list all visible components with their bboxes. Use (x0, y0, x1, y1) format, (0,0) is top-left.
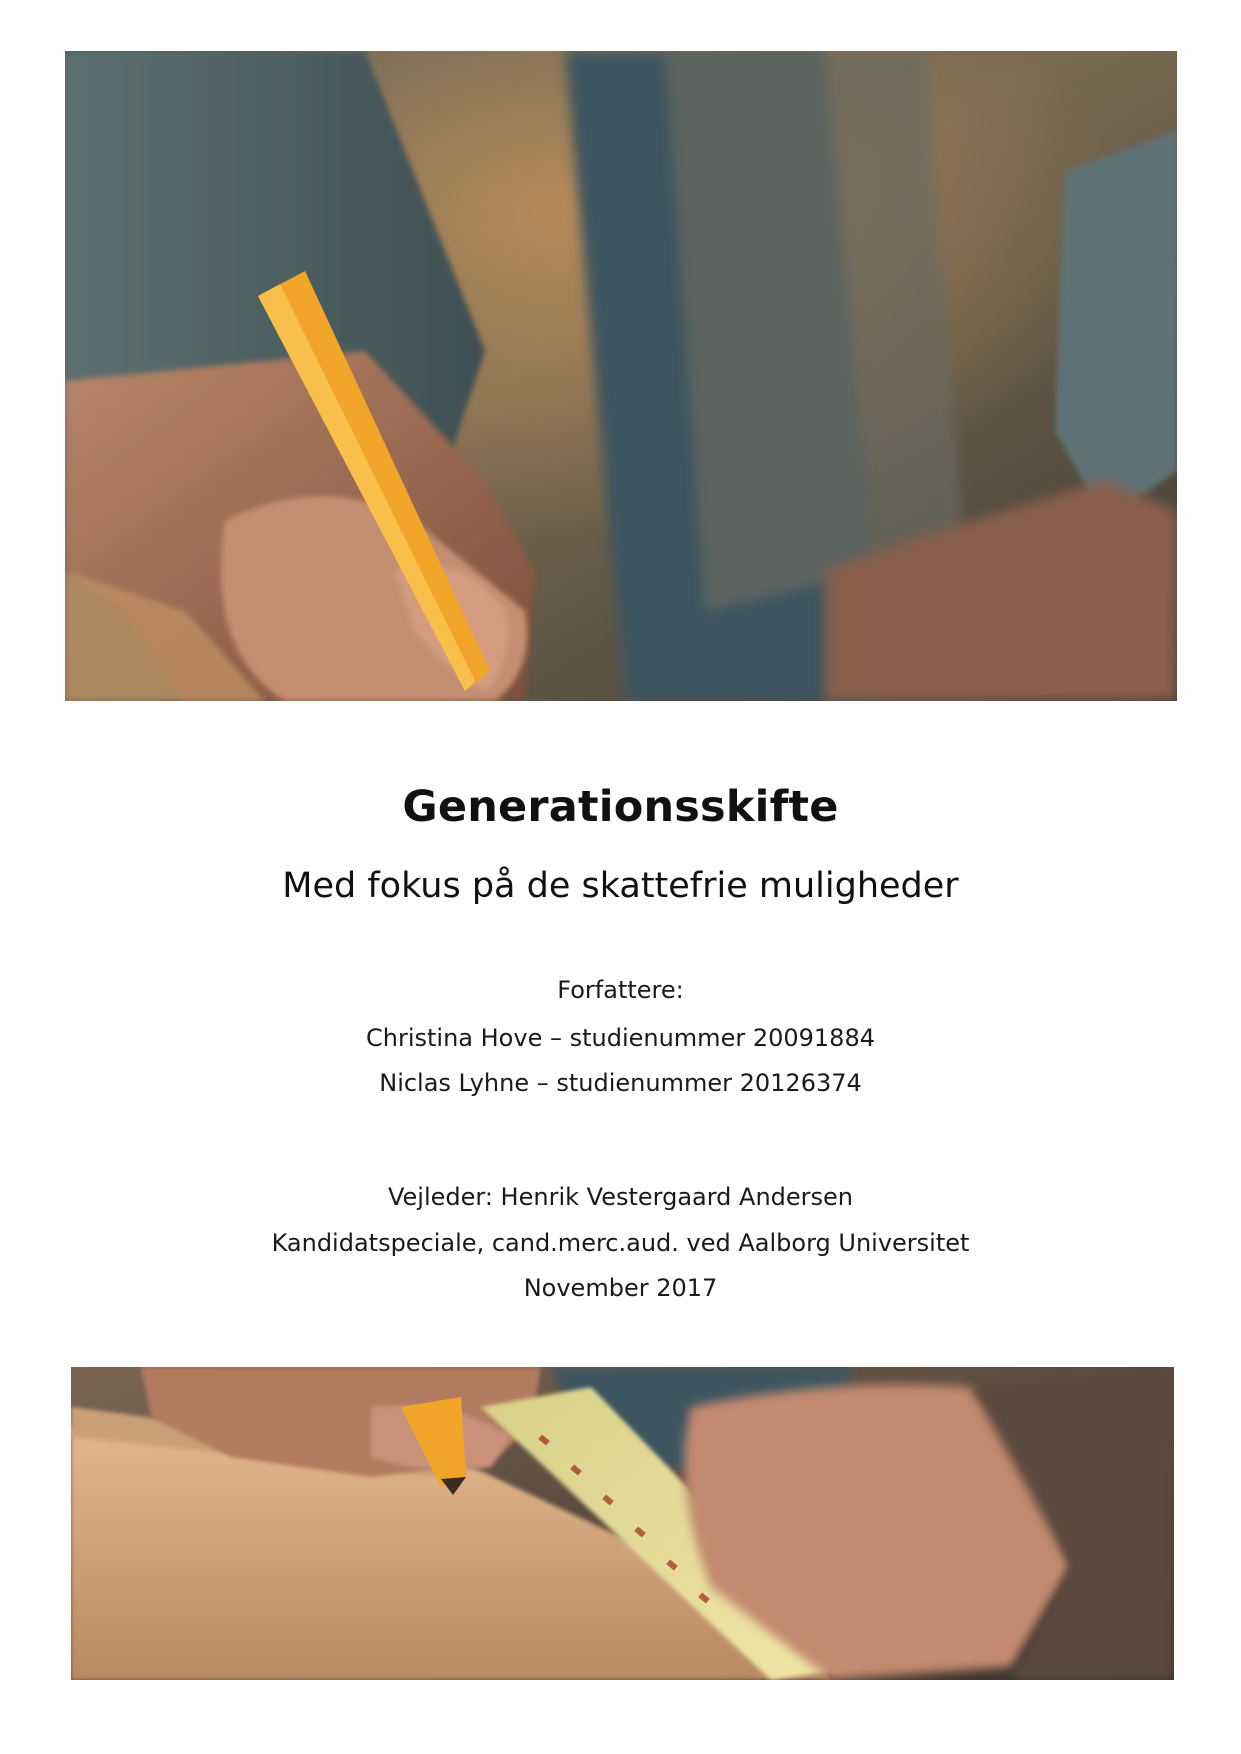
date-line: November 2017 (523, 1274, 718, 1302)
program-line: Kandidatspeciale, cand.merc.aud. ved Aalborg Universitet (271, 1229, 970, 1257)
author-line: Niclas Lyhne – studienummer 20126374 (379, 1069, 862, 1097)
cover-photo-bottom (71, 1367, 1174, 1680)
supervisor-line: Vejleder: Henrik Vestergaard Andersen (387, 1183, 854, 1211)
carpenter-pencil-photo (65, 51, 1177, 701)
author-line: Christina Hove – studienummer 20091884 (366, 1024, 875, 1052)
measuring-tape-photo (71, 1367, 1174, 1680)
document-subtitle: Med fokus på de skattefrie muligheder (282, 866, 959, 906)
document-title: Generationsskifte (402, 782, 839, 832)
authors-label: Forfattere: (557, 976, 684, 1004)
cover-photo-top (65, 51, 1177, 701)
